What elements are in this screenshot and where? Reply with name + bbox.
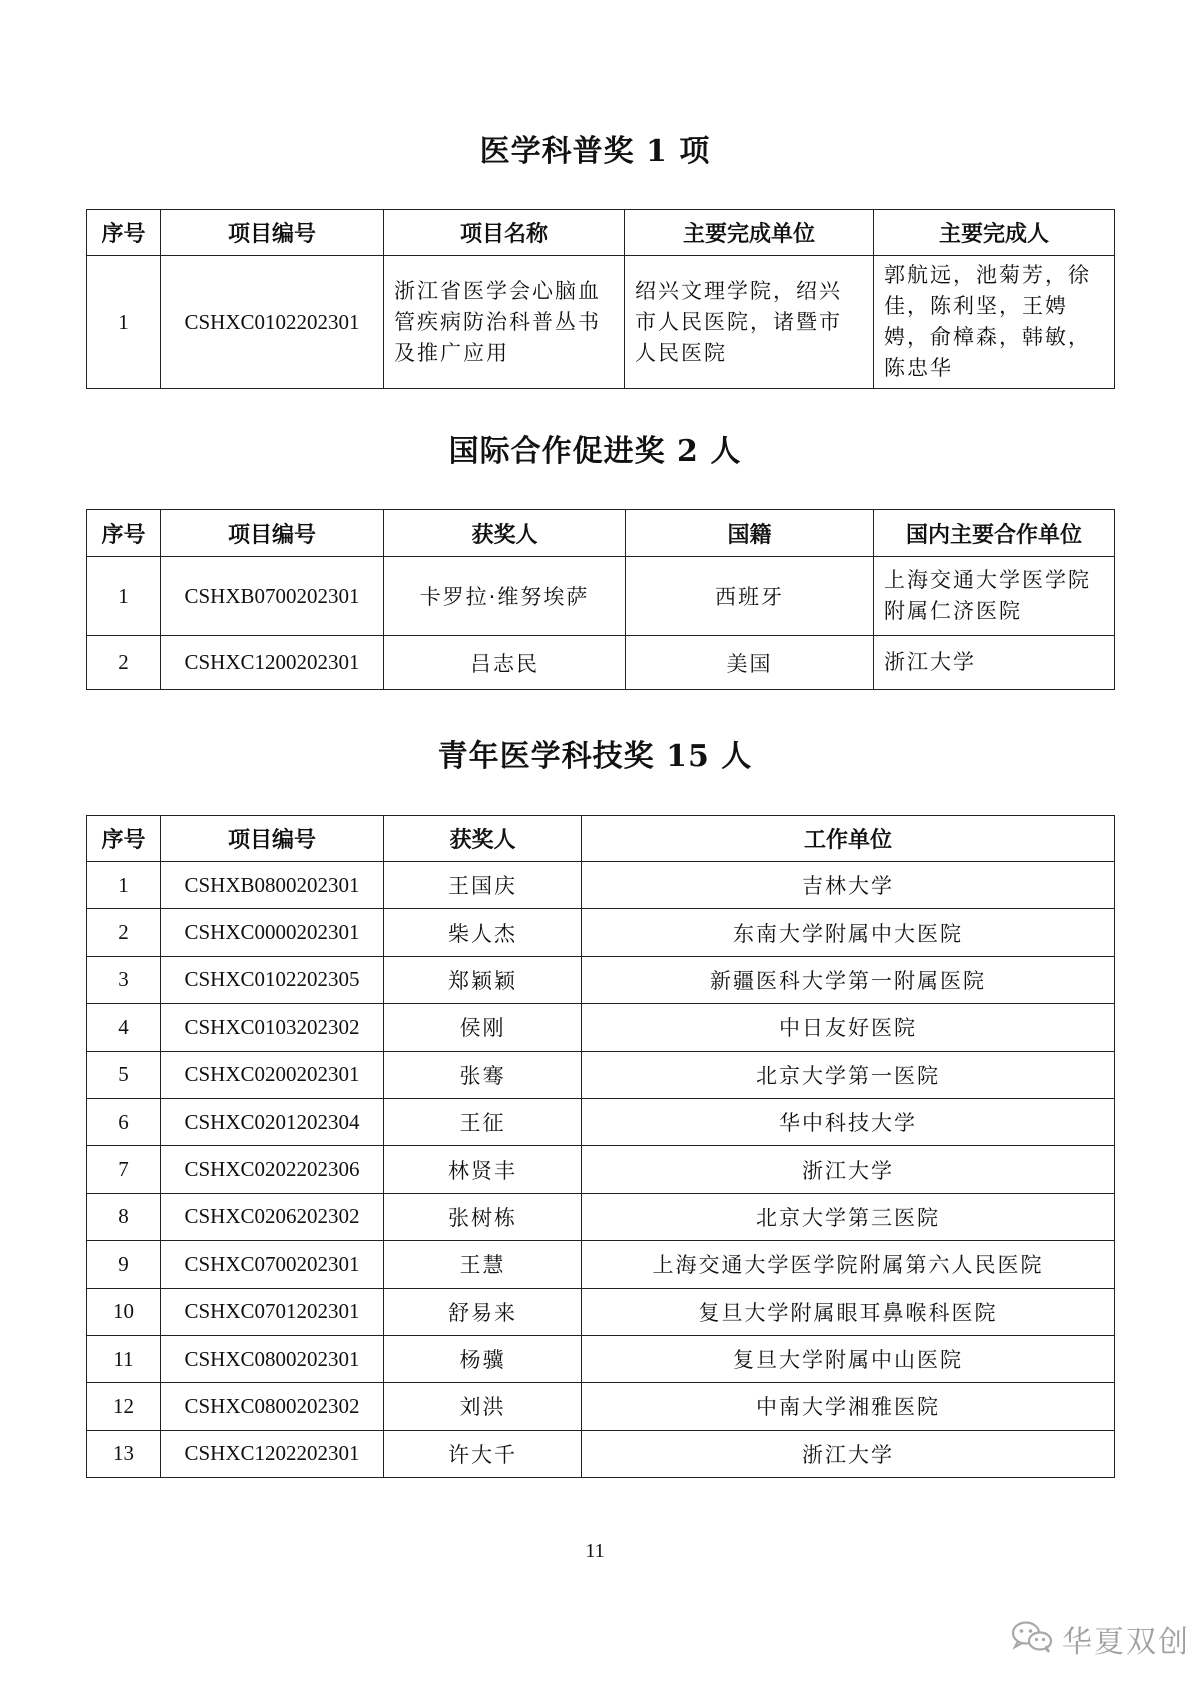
work-unit: 浙江大学: [582, 1430, 1115, 1477]
table-row: [87, 1098, 1115, 1145]
column-header: 获奖人: [384, 510, 626, 557]
project-code: CSHXC0000202301: [161, 909, 384, 956]
column-header: 序号: [87, 816, 161, 862]
row-index: 12: [87, 1383, 161, 1430]
column-header: 序号: [87, 210, 161, 256]
column-header: 主要完成人: [874, 210, 1115, 256]
row-index: 3: [87, 956, 161, 1003]
work-unit: 复旦大学附属中山医院: [582, 1335, 1115, 1382]
table-header-row: [87, 510, 1115, 557]
table-header-row: [87, 816, 1115, 862]
wechat-icon: [1010, 1620, 1054, 1658]
awardee: 吕志民: [384, 636, 626, 690]
table-row: [87, 1288, 1115, 1335]
column-header: 国内主要合作单位: [874, 510, 1115, 557]
table-row: [87, 1430, 1115, 1477]
project-code: CSHXC0102202305: [161, 956, 384, 1003]
row-index: 7: [87, 1146, 161, 1193]
work-unit: 上海交通大学医学院附属第六人民医院: [582, 1241, 1115, 1288]
domestic-partner: 浙江大学: [874, 636, 1115, 690]
project-code: CSHXC0202202306: [161, 1146, 384, 1193]
section-title-science-popularization: 医学科普奖 1 项: [479, 134, 711, 169]
watermark-text: 华夏双创: [1062, 1625, 1190, 1660]
column-header: 序号: [87, 510, 161, 557]
row-index: 6: [87, 1098, 161, 1145]
work-unit: 复旦大学附属眼耳鼻喉科医院: [582, 1288, 1115, 1335]
row-index: 5: [87, 1051, 161, 1098]
table-row: [87, 956, 1115, 1003]
column-header: 项目编号: [161, 510, 384, 557]
awardee: 舒易来: [384, 1288, 582, 1335]
project-code: CSHXC0102202301: [161, 256, 384, 389]
awardee: 王慧: [384, 1241, 582, 1288]
work-unit: 浙江大学: [582, 1146, 1115, 1193]
column-header: 项目编号: [161, 210, 384, 256]
awardee: 王征: [384, 1098, 582, 1145]
row-index: 1: [87, 862, 161, 909]
column-header: 国籍: [626, 510, 874, 557]
work-unit: 北京大学第三医院: [582, 1193, 1115, 1240]
awardee: 许大千: [384, 1430, 582, 1477]
row-index: 13: [87, 1430, 161, 1477]
row-index: 4: [87, 1004, 161, 1051]
table-row: [87, 1146, 1115, 1193]
project-code: CSHXB0800202301: [161, 862, 384, 909]
nationality: 美国: [626, 636, 874, 690]
section-title-youth-award: 青年医学科技奖 15 人: [437, 739, 753, 774]
row-index: 1: [87, 557, 161, 636]
project-code: CSHXC1200202301: [161, 636, 384, 690]
row-index: 8: [87, 1193, 161, 1240]
project-code: CSHXB0700202301: [161, 557, 384, 636]
project-code: CSHXC0201202304: [161, 1098, 384, 1145]
column-header: 获奖人: [384, 816, 582, 862]
row-index: 9: [87, 1241, 161, 1288]
awardee: 郑颖颖: [384, 956, 582, 1003]
row-index: 11: [87, 1335, 161, 1382]
work-unit: 东南大学附属中大医院: [582, 909, 1115, 956]
project-code: CSHXC0700202301: [161, 1241, 384, 1288]
domestic-partner: 上海交通大学医学院附属仁济医院: [874, 557, 1115, 636]
project-name: 浙江省医学会心脑血管疾病防治科普丛书及推广应用: [384, 256, 625, 389]
table-row: [87, 862, 1115, 909]
awardee: 柴人杰: [384, 909, 582, 956]
page-number: 11: [585, 1540, 605, 1562]
table-row: [87, 557, 1115, 636]
main-institutions: 绍兴文理学院，绍兴市人民医院，诸暨市人民医院: [625, 256, 874, 389]
table-row: [87, 1383, 1115, 1430]
work-unit: 中日友好医院: [582, 1004, 1115, 1051]
awardee: 张骞: [384, 1051, 582, 1098]
column-header: 项目编号: [161, 816, 384, 862]
project-code: CSHXC0800202302: [161, 1383, 384, 1430]
work-unit: 北京大学第一医院: [582, 1051, 1115, 1098]
table-row: [87, 1241, 1115, 1288]
row-index: 2: [87, 909, 161, 956]
table-row: [87, 1335, 1115, 1382]
awardee: 王国庆: [384, 862, 582, 909]
work-unit: 吉林大学: [582, 862, 1115, 909]
table-row: [87, 909, 1115, 956]
awardee: 卡罗拉·维努埃萨: [384, 557, 626, 636]
project-code: CSHXC0800202301: [161, 1335, 384, 1382]
awardee: 张树栋: [384, 1193, 582, 1240]
work-unit: 中南大学湘雅医院: [582, 1383, 1115, 1430]
nationality: 西班牙: [626, 557, 874, 636]
table-row: [87, 1051, 1115, 1098]
row-index: 10: [87, 1288, 161, 1335]
table-row: [87, 1193, 1115, 1240]
section-title-international-cooperation: 国际合作促进奖 2 人: [448, 434, 742, 469]
table-header-row: [87, 210, 1115, 256]
awardee: 侯刚: [384, 1004, 582, 1051]
row-index: 1: [87, 256, 161, 389]
project-code: CSHXC0200202301: [161, 1051, 384, 1098]
table-row: [87, 636, 1115, 690]
main-contributors: 郭航远，池菊芳，徐佳，陈利坚，王娉娉，俞樟森，韩敏，陈忠华: [874, 256, 1115, 389]
table-youth-award: [86, 815, 1115, 1478]
work-unit: 华中科技大学: [582, 1098, 1115, 1145]
table-science-popularization: [86, 209, 1115, 389]
project-code: CSHXC1202202301: [161, 1430, 384, 1477]
project-code: CSHXC0701202301: [161, 1288, 384, 1335]
project-code: CSHXC0206202302: [161, 1193, 384, 1240]
table-row: [87, 256, 1115, 389]
column-header: 主要完成单位: [625, 210, 874, 256]
watermark: [1010, 1617, 1190, 1661]
column-header: 项目名称: [384, 210, 625, 256]
work-unit: 新疆医科大学第一附属医院: [582, 956, 1115, 1003]
awardee: 杨骥: [384, 1335, 582, 1382]
table-row: [87, 1004, 1115, 1051]
row-index: 2: [87, 636, 161, 690]
awardee: 刘洪: [384, 1383, 582, 1430]
column-header: 工作单位: [582, 816, 1115, 862]
awardee: 林贤丰: [384, 1146, 582, 1193]
table-international-cooperation: [86, 509, 1115, 690]
project-code: CSHXC0103202302: [161, 1004, 384, 1051]
